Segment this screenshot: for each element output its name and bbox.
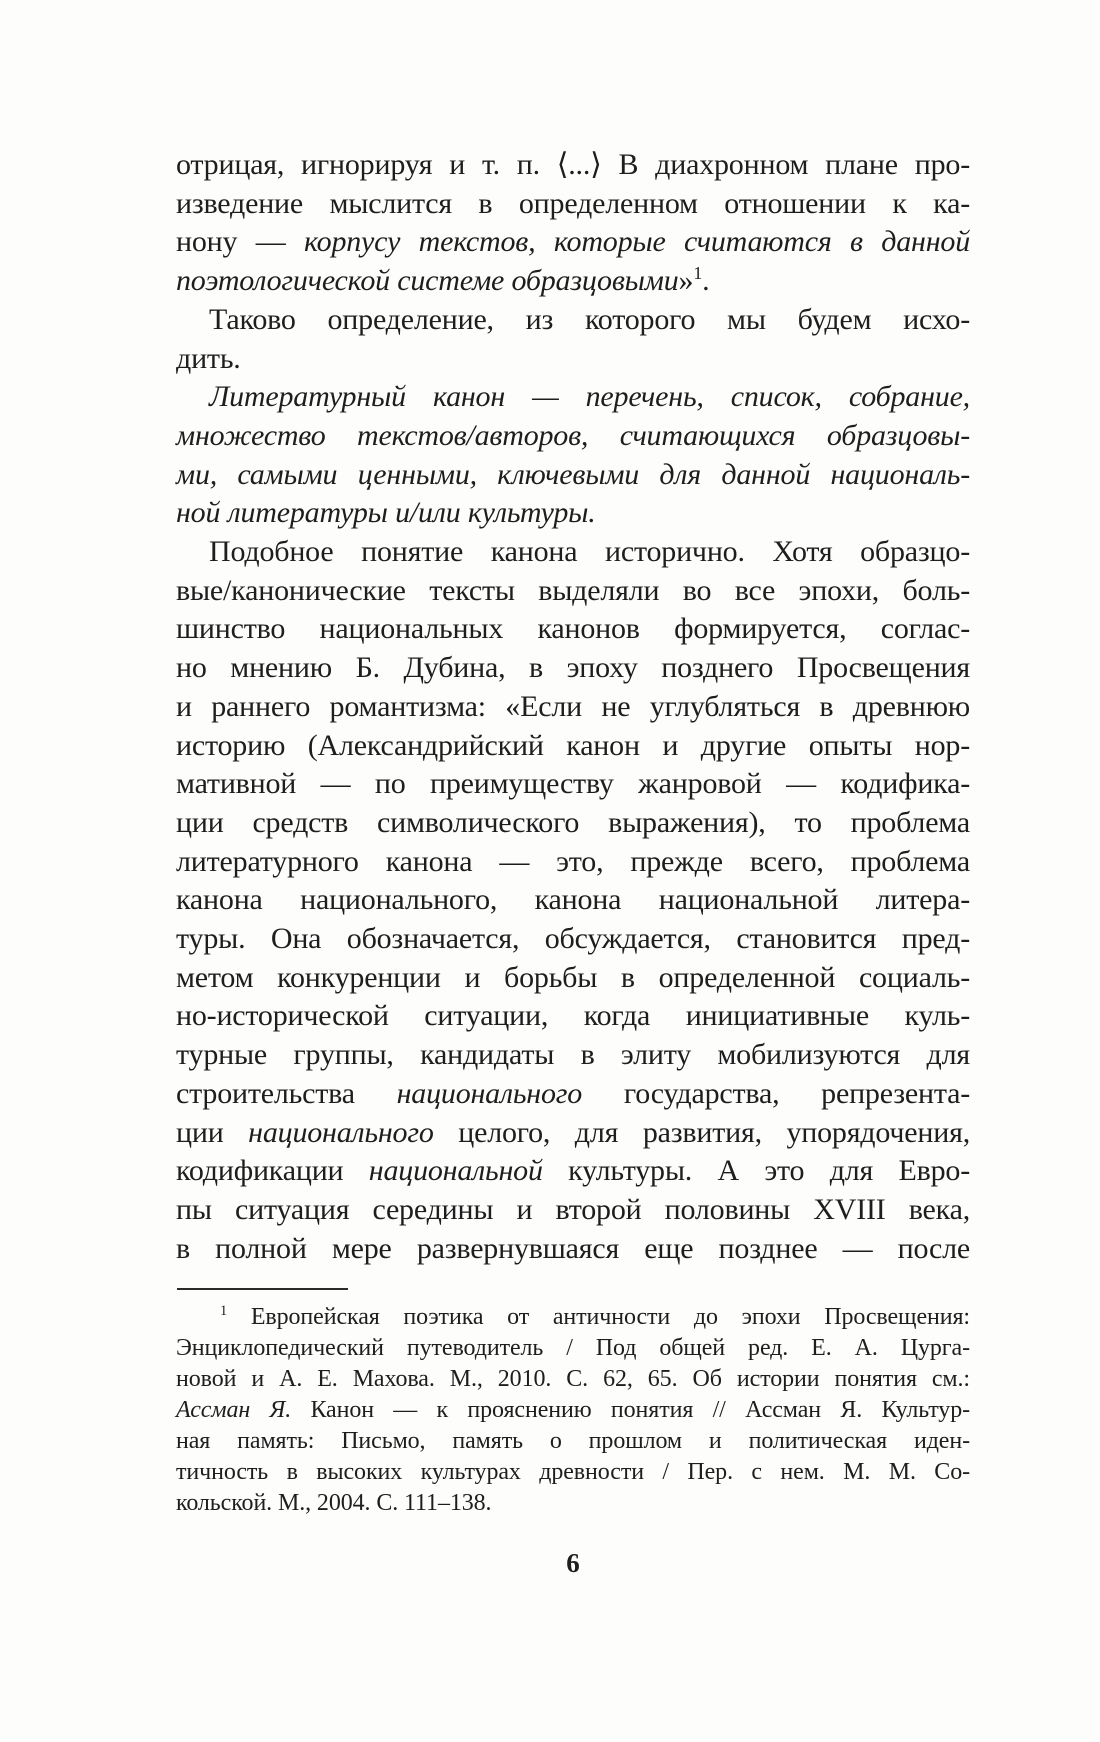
body-line: Литературный канон — перечень, список, собрание, (209, 380, 970, 414)
footnote-line: новой и А. Е. Махова. М., 2010. С. 62, 65. Об истории понятия см.: (176, 1366, 970, 1392)
body-line: кодификации национальной культуры. А это для Евро- (176, 1154, 970, 1188)
body-line: метом конкуренции и борьбы в определенной социаль- (176, 960, 970, 994)
body-line: шинство национальных канонов формируется, соглас- (176, 612, 970, 646)
body-line: но-исторической ситуации, когда инициативные куль- (176, 999, 970, 1033)
body-line: литературного канона — это, прежде всего, проблема (176, 844, 970, 878)
body-line: ной литературы и/или культуры. (176, 496, 596, 530)
body-line: изведение мыслится в определенном отношении к ка- (176, 186, 970, 220)
body-line: множество текстов/авторов, считающихся образцовы- (176, 418, 970, 452)
body-line: ми, самыми ценными, ключевыми для данной националь- (176, 457, 970, 491)
body-line: и раннего романтизма: «Если не углубляться в древнюю (176, 689, 970, 723)
footnote-line: тичность в высоких культурах древности / Пер. с нем. М. М. Со- (176, 1459, 970, 1485)
body-line: пы ситуация середины и второй половины XVIII века, (176, 1192, 970, 1226)
body-line: турные группы, кандидаты в элиту мобилизуются для (176, 1038, 970, 1072)
body-line: вые/канонические тексты выделяли во все эпохи, боль- (176, 573, 970, 607)
footnote-line: $^1$ Европейская поэтика от античности до эпохи Просвещения: (220, 1303, 970, 1330)
footnote-rule (177, 1288, 348, 1290)
body-line: поэтологической системе образцовыми»$^1$. (176, 263, 710, 298)
footnote-line: ная память: Письмо, память о прошлом и политическая иден- (176, 1428, 970, 1454)
body-line: строительства национального государства, репрезента- (176, 1076, 971, 1110)
body-line: нону — корпусу текстов, которые считаются в данной (176, 225, 970, 259)
footnote-line: Ассман Я. Канон — к прояснению понятия // Ассман Я. Культур- (176, 1397, 970, 1423)
body-line: историю (Александрийский канон и другие опыты нор- (176, 728, 970, 762)
body-line: но мнению Б. Дубина, в эпоху позднего Просвещения (176, 651, 970, 685)
body-line: мативной — по преимуществу жанровой — кодифика- (176, 767, 970, 801)
body-line: в полной мере развернувшаяся еще позднее — после (176, 1231, 970, 1265)
body-line: туры. Она обозначается, обсуждается, становится пред- (176, 922, 970, 956)
page-number: 6 (566, 1548, 580, 1578)
body-line: канона национального, канона национальной литера- (176, 883, 970, 917)
footnote (176, 1302, 970, 1519)
body-text (176, 146, 970, 1268)
body-line: Подобное понятие канона исторично. Хотя образцо- (209, 535, 970, 569)
body-line: Таково определение, из которого мы будем исхо- (209, 302, 970, 336)
body-line: ции национального целого, для развития, упорядочения, (176, 1115, 971, 1149)
body-line: отрицая, игнорируя и т. п. ⟨...⟩ В диахронном плане про- (176, 148, 970, 181)
body-line: дить. (176, 341, 241, 375)
footnote-line: кольской. М., 2004. С. 111–138. (176, 1490, 492, 1516)
body-line: ции средств символического выражения), то проблема (176, 805, 970, 839)
footnote-line: Энциклопедический путеводитель / Под общей ред. Е. А. Цурга- (176, 1335, 970, 1361)
